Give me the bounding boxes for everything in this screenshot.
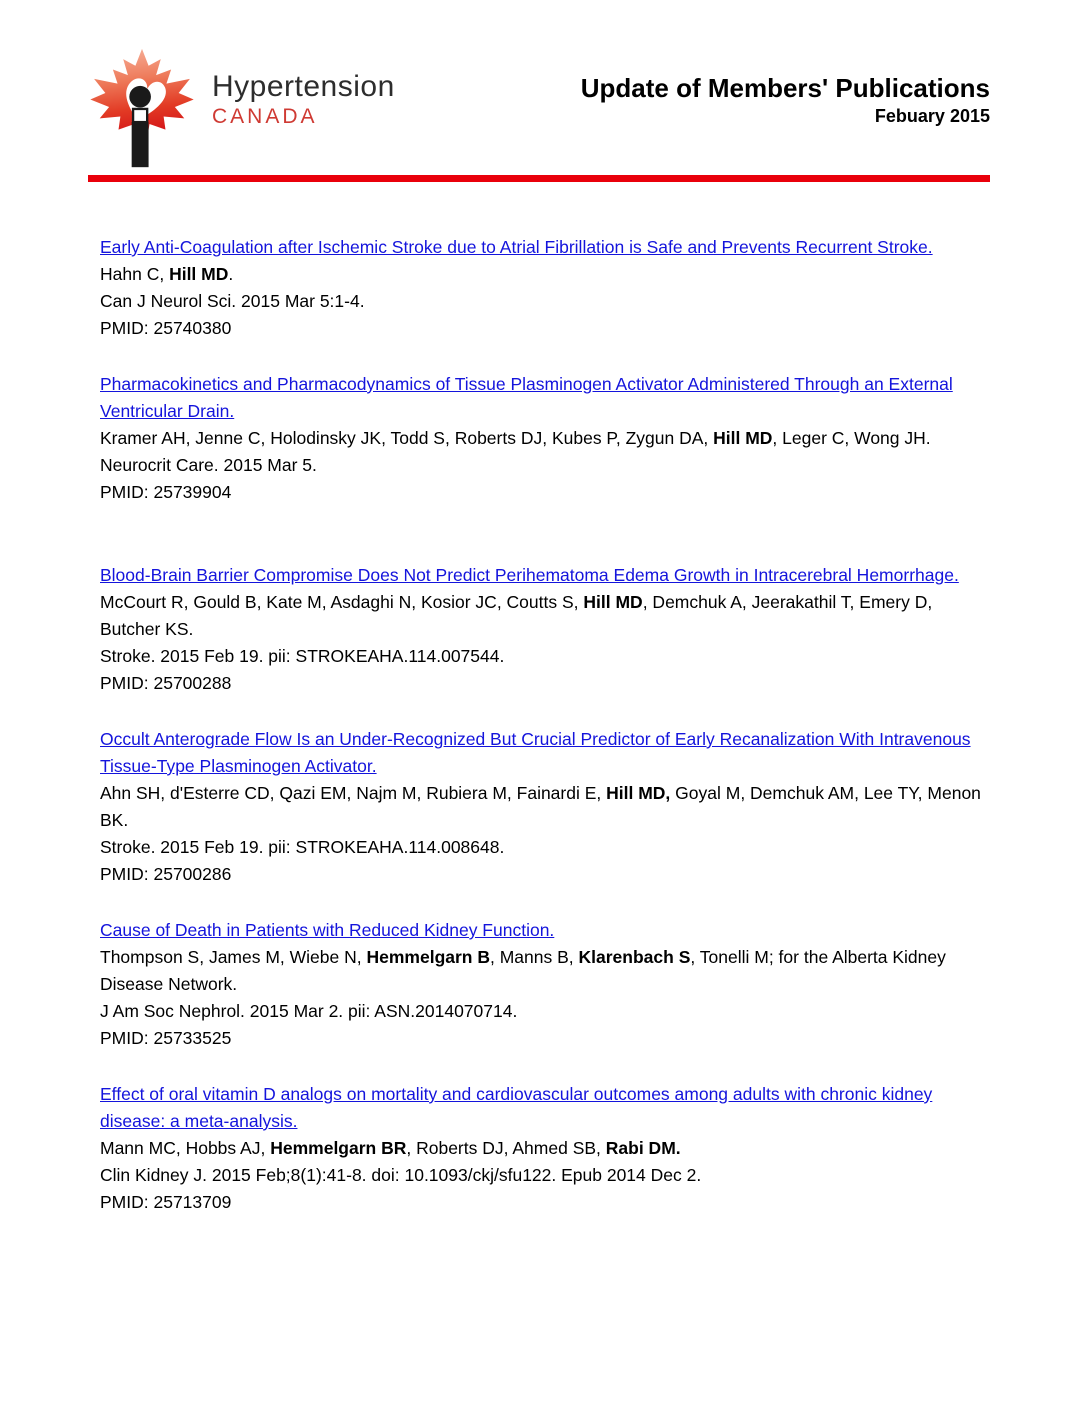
member-author-name: Hill MD xyxy=(169,264,229,284)
publication-pmid: PMID: 25739904 xyxy=(100,482,232,502)
red-divider-rule xyxy=(88,175,990,182)
publication-title-link[interactable]: Blood-Brain Barrier Compromise Does Not Predict Perihematoma Edema Growth in Intracerebral Hemorrhage. xyxy=(100,565,959,585)
author-text: Thompson S, James M, Wiebe N, xyxy=(100,947,367,967)
header xyxy=(0,0,1088,170)
member-author-name: Hemmelgarn B xyxy=(366,947,490,967)
member-author-name: Rabi DM. xyxy=(605,1138,681,1158)
publication-citation: Clin Kidney J. 2015 Feb;8(1):41-8. doi: 10.1093/ckj/sfu122. Epub 2014 Dec 2. xyxy=(100,1165,702,1185)
member-author-name: Hill MD xyxy=(583,592,643,612)
publication-pmid: PMID: 25700286 xyxy=(100,864,232,884)
publication-title-link[interactable]: Pharmacokinetics and Pharmacodynamics of Tissue Plasminogen Activator Administered Through an External Ventricular Drain. xyxy=(100,374,953,421)
author-text: . xyxy=(228,264,234,284)
publication-entry xyxy=(100,562,990,697)
member-author-name: Klarenbach S xyxy=(578,947,691,967)
publication-title-link[interactable]: Cause of Death in Patients with Reduced Kidney Function. xyxy=(100,920,555,940)
publication-authors xyxy=(100,1135,990,1162)
author-text: , Tonelli M; for the Alberta Kidney Disease Network. xyxy=(100,947,946,994)
publication-citation: J Am Soc Nephrol. 2015 Mar 2. pii: ASN.2014070714. xyxy=(100,1001,518,1021)
logo-country-text: CANADA xyxy=(212,105,318,128)
publication-entry xyxy=(100,371,990,506)
publication-authors xyxy=(100,425,990,452)
publication-title-link[interactable]: Effect of oral vitamin D analogs on mortality and cardiovascular outcomes among adults with chronic kidney disease: a meta-analysis. xyxy=(100,1084,933,1131)
author-text: Kramer AH, Jenne C, Holodinsky JK, Todd S, Roberts DJ, Kubes P, Zygun DA, xyxy=(100,428,714,448)
author-text: , Manns B, xyxy=(490,947,579,967)
maple-leaf-person-icon xyxy=(78,46,206,170)
publication-authors xyxy=(100,261,990,288)
publication-entry xyxy=(100,234,990,342)
publication-authors xyxy=(100,944,990,998)
author-text: Goyal M, Demchuk AM, Lee TY, Menon BK. xyxy=(100,783,981,830)
publication-pmid: PMID: 25700288 xyxy=(100,673,232,693)
publication-citation: Stroke. 2015 Feb 19. pii: STROKEAHA.114.007544. xyxy=(100,646,505,666)
author-text: McCourt R, Gould B, Kate M, Asdaghi N, Kosior JC, Coutts S, xyxy=(100,592,584,612)
publication-citation: Neurocrit Care. 2015 Mar 5. xyxy=(100,455,317,475)
publication-pmid: PMID: 25740380 xyxy=(100,318,232,338)
page-date: Febuary 2015 xyxy=(874,105,990,126)
member-author-name: Hill MD, xyxy=(606,783,671,803)
author-text: Ahn SH, d'Esterre CD, Qazi EM, Najm M, Rubiera M, Fainardi E, xyxy=(100,783,607,803)
publication-citation: Stroke. 2015 Feb 19. pii: STROKEAHA.114.008648. xyxy=(100,837,505,857)
publication-title-link[interactable]: Occult Anterograde Flow Is an Under-Recognized But Crucial Predictor of Early Recanalization With Intravenous Tissue-Type Plasminogen Activator. xyxy=(100,729,971,776)
page-title: Update of Members' Publications xyxy=(580,73,990,103)
header-title-block xyxy=(581,72,990,127)
logo-text xyxy=(212,70,395,128)
publication-pmid: PMID: 25733525 xyxy=(100,1028,232,1048)
publication-authors xyxy=(100,780,990,834)
publication-pmid: PMID: 25713709 xyxy=(100,1192,232,1212)
publication-entry xyxy=(100,726,990,888)
publication-entry xyxy=(100,917,990,1052)
hypertension-canada-logo xyxy=(78,46,395,170)
author-text: , Leger C, Wong JH. xyxy=(772,428,931,448)
author-text: , Demchuk A, Jeerakathil T, Emery D, Butcher KS. xyxy=(100,592,933,639)
author-text: Hahn C, xyxy=(100,264,170,284)
member-author-name: Hill MD xyxy=(713,428,773,448)
publication-title-link[interactable]: Early Anti-Coagulation after Ischemic Stroke due to Atrial Fibrillation is Safe and Prevents Recurrent Stroke. xyxy=(100,237,933,257)
publication-entry xyxy=(100,1081,990,1216)
publication-citation: Can J Neurol Sci. 2015 Mar 5:1-4. xyxy=(100,291,365,311)
member-author-name: Hemmelgarn BR xyxy=(270,1138,407,1158)
logo-brand-text: Hypertension xyxy=(212,70,395,103)
author-text: , Roberts DJ, Ahmed SB, xyxy=(406,1138,606,1158)
author-text: Mann MC, Hobbs AJ, xyxy=(100,1138,271,1158)
publication-authors xyxy=(100,589,990,643)
publication-list xyxy=(0,182,1088,1216)
